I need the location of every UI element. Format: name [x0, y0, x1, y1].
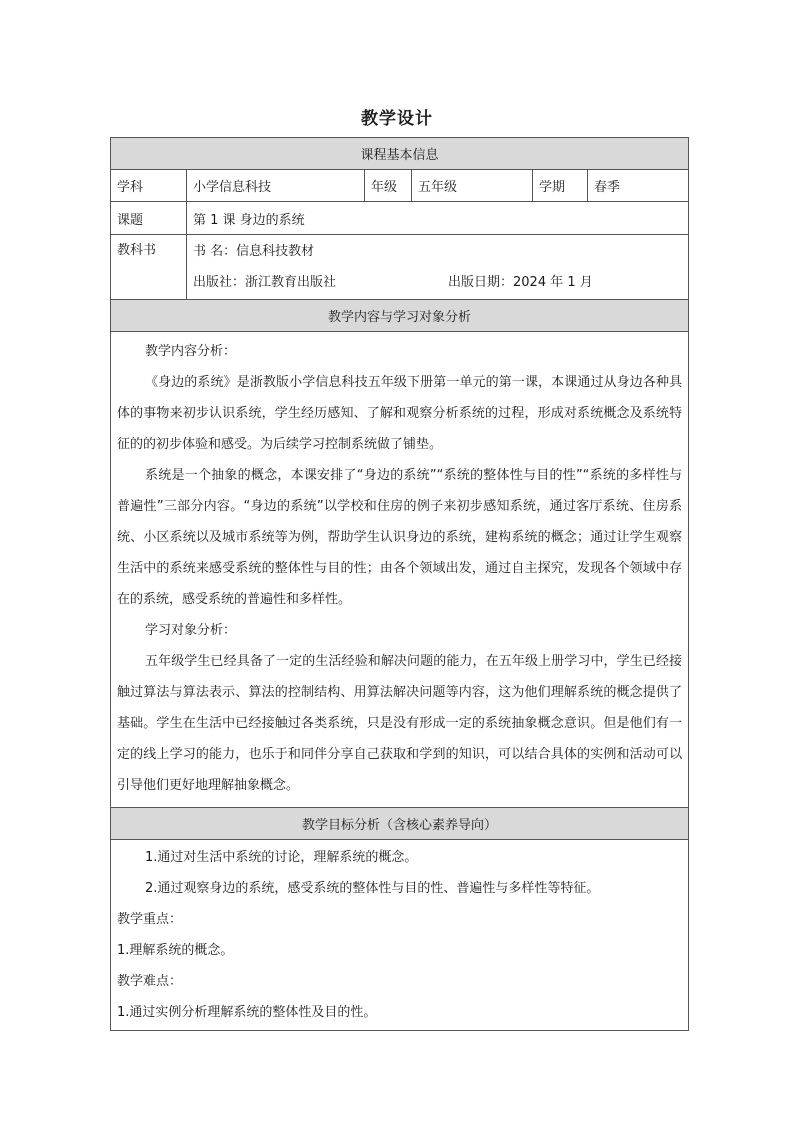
learner-analysis-paragraph: 五年级学生已经具备了一定的生活经验和解决问题的能力，在五年级上册学习中，学生已经接触过算法与算法表示、算法的控制结构、用算法解决问题等内容，这为他们理解系统的概念提供了基础。学生在生活中已经接触过各类系统，只是没有形成一定的系统抽象概念意识。但是他们有一定的线上学习的能力，也乐于和同伴分享自己获取和学到的知识，可以结合具体的实例和活动可以引导他们更好地理解抽象概念。	[117, 654, 683, 793]
section-header-goals: 教学目标分析（含核心素养导向）	[111, 808, 689, 840]
subject-label: 学科	[111, 170, 187, 202]
difficulty-heading: 教学难点：	[117, 974, 183, 989]
publish-date: 出版日期：2024 年 1 月	[448, 275, 593, 290]
key-points-heading: 教学重点：	[117, 912, 183, 927]
term-label: 学期	[533, 170, 588, 202]
goal-2: 2.通过观察身边的系统，感受系统的整体性与目的性、普遍性与多样性等特征。	[145, 881, 600, 896]
content-analysis-heading: 教学内容分析：	[145, 344, 237, 359]
goal-1: 1.通过对生活中系统的讨论，理解系统的概念。	[145, 850, 418, 865]
lesson-plan-table	[110, 137, 689, 1031]
topic-label: 课题	[111, 202, 187, 235]
book-name: 书 名：信息科技教材	[193, 244, 315, 259]
difficulty-1: 1.通过实例分析理解系统的整体性及目的性。	[117, 1005, 377, 1020]
topic-value: 第 1 课 身边的系统	[187, 202, 689, 235]
section-header-analysis: 教学内容与学习对象分析	[111, 300, 689, 332]
content-analysis-paragraph-2: 系统是一个抽象的概念，本课安排了“身边的系统”“系统的整体性与目的性”“系统的多样性与普遍性”三部分内容。“身边的系统”以学校和住房的例子来初步感知系统，通过客厅系统、住房系统、小区系统以及城市系统等为例，帮助学生认识身边的系统，建构系统的概念；通过让学生观察生活中的系统来感受系统的整体性与目的性；由各个领域出发，通过自主探究，发现各个领域中存在的系统，感受系统的普遍性和多样性。	[117, 468, 683, 607]
goals-content	[111, 840, 689, 1031]
term-value: 春季	[588, 170, 689, 202]
learner-analysis-heading: 学习对象分析：	[145, 623, 237, 638]
section-header-basic-info: 课程基本信息	[111, 138, 689, 170]
document-title: 教学设计	[361, 109, 433, 129]
content-analysis-paragraph-1: 《身边的系统》是浙教版小学信息科技五年级下册第一单元的第一课，本课通过从身边各种具体的事物来初步认识系统，学生经历感知、了解和观察分析系统的过程，形成对系统概念及系统特征的的初步体验和感受。为后续学习控制系统做了铺垫。	[117, 375, 683, 452]
publisher-line	[193, 267, 682, 298]
publisher: 出版社：浙江教育出版社	[193, 275, 337, 290]
textbook-label: 教科书	[111, 235, 187, 300]
grade-value: 五年级	[412, 170, 533, 202]
analysis-content	[111, 332, 689, 808]
key-point-1: 1.理解系统的概念。	[117, 943, 234, 958]
textbook-info	[187, 235, 689, 300]
subject-value: 小学信息科技	[187, 170, 365, 202]
grade-label: 年级	[365, 170, 412, 202]
